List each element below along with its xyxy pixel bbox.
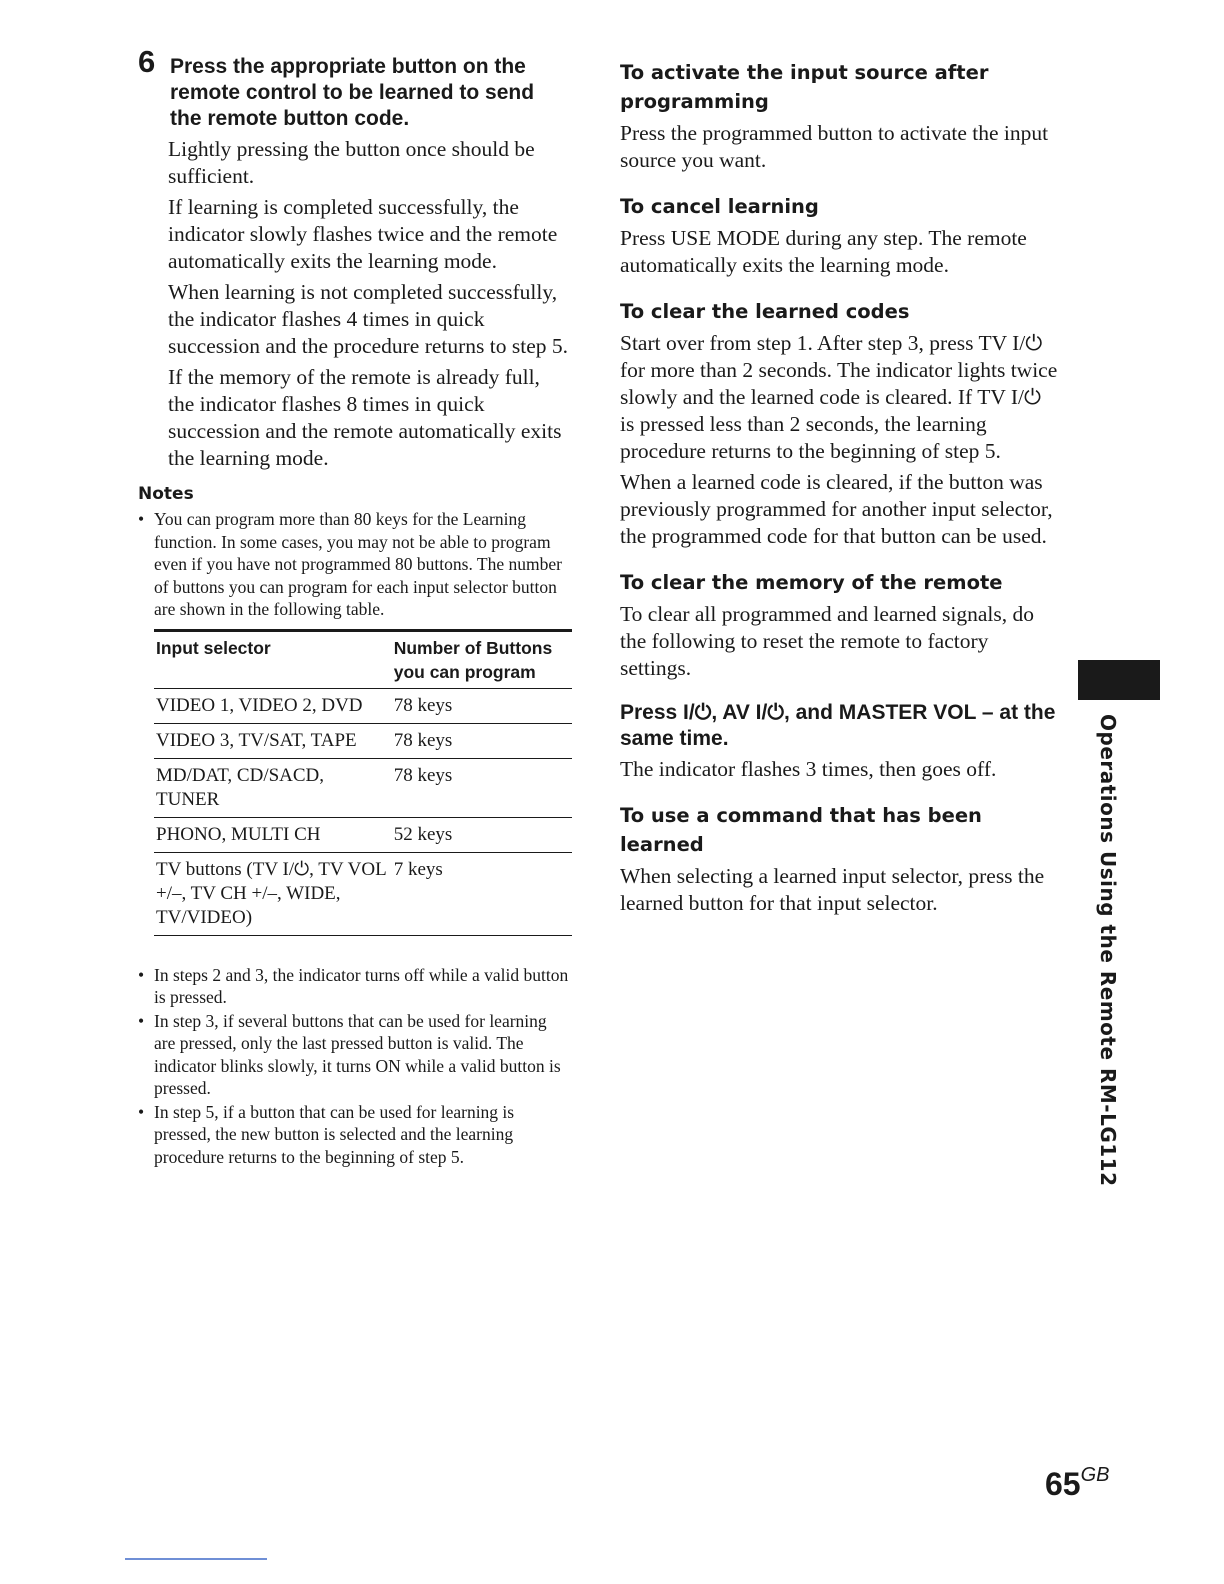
step-paragraph-3: When learning is not completed successfully, the indicator flashes 4 times in quick succession and the procedure returns to step 5. (168, 280, 569, 358)
step-paragraph-1: Lightly pressing the button once should be sufficient. (168, 137, 535, 188)
step-6-heading (138, 44, 570, 132)
table-cell-keys: 78 keys (392, 688, 572, 723)
table-row (154, 817, 572, 852)
clear-memory-text: To clear all programmed and learned signals, do the following to reset the remote to factory settings. (620, 602, 1035, 680)
activate-text: Press the programmed button to activate the input source you want. (620, 121, 1049, 172)
table-cell-selector: VIDEO 1, VIDEO 2, DVD (154, 688, 392, 723)
table-cell-selector: PHONO, MULTI CH (154, 817, 392, 852)
side-section-label (1096, 714, 1126, 1194)
table-cell-keys: 52 keys (392, 817, 572, 852)
table-header-input-selector: Input selector (154, 630, 392, 688)
table-cell-selector: TV buttons (TV I/⏻, TV VOL +/–, TV CH +/–, WIDE, TV/VIDEO) (154, 852, 392, 935)
notes-heading: Notes (138, 484, 194, 504)
note-item (138, 1101, 570, 1169)
cancel-heading: To cancel learning (620, 195, 819, 218)
step-number: 6 (138, 44, 156, 79)
right-column (620, 58, 1060, 917)
table-header-number-of-buttons: Number of Buttons you can program (392, 630, 572, 688)
bullet: • (138, 964, 145, 985)
table-cell-keys: 78 keys (392, 758, 572, 817)
table-row (154, 723, 572, 758)
clear-codes-text-2: When a learned code is cleared, if the button was previously programmed for another input selector, the programmed code for that button can be used. (620, 470, 1053, 548)
section-tab-marker (1078, 660, 1160, 700)
activate-heading: To activate the input source after programming (620, 61, 989, 113)
note-text: In step 5, if a button that can be used for learning is pressed, the new button is selected and the learning procedure returns to the beginning of step 5. (154, 1101, 515, 1167)
table-cell-keys: 7 keys (392, 852, 572, 935)
step-paragraph-4: If the memory of the remote is already full, the indicator flashes 8 times in quick succession and the remote automatically exits the learning mode. (168, 365, 562, 470)
clear-memory-heading: To clear the memory of the remote (620, 571, 1003, 594)
cancel-text: Press USE MODE during any step. The remote automatically exits the learning mode. (620, 226, 1027, 277)
page-number-value: 65 (1045, 1466, 1081, 1502)
page-number (1045, 1464, 1110, 1503)
table-cell-selector: MD/DAT, CD/SACD, TUNER (154, 758, 392, 817)
table-row (154, 688, 572, 723)
note-item (138, 508, 570, 621)
footer-rule (125, 1558, 267, 1560)
table-header-row (154, 630, 572, 688)
bullet: • (138, 1010, 145, 1031)
left-column (138, 44, 570, 1169)
clear-memory-result: The indicator flashes 3 times, then goes off. (620, 757, 997, 781)
bullet: • (138, 1101, 145, 1122)
clear-codes-text-1: Start over from step 1. After step 3, press TV I/⏻ for more than 2 seconds. The indicator lights twice slowly and the learned code is cleared. If TV I/⏻ is pressed less than 2 seconds, the learning procedure returns to the beginning of step 5. (620, 331, 1058, 463)
step-heading-text: Press the appropriate button on the remote control to be learned to send the remote button code. (170, 55, 535, 130)
table-row (154, 758, 572, 817)
table-cell-selector: VIDEO 3, TV/SAT, TAPE (154, 723, 392, 758)
input-selector-table (154, 629, 572, 936)
use-command-text: When selecting a learned input selector, press the learned button for that input selector. (620, 864, 1045, 915)
notes-list (138, 964, 570, 1169)
side-section-label-text: Operations Using the Remote RM-LG112 (1096, 714, 1120, 1187)
note-text: In steps 2 and 3, the indicator turns off while a valid button is pressed. (154, 964, 569, 1007)
page-number-suffix: GB (1080, 1464, 1110, 1486)
note-text: You can program more than 80 keys for the Learning function. In some cases, you may not be able to program even if you have not programmed 80 buttons. The number of buttons you can program for each input selector button are shown in the following table. (154, 509, 562, 619)
clear-codes-heading: To clear the learned codes (620, 300, 910, 323)
bullet: • (138, 509, 145, 529)
clear-memory-press-instruction: Press I/⏻, AV I/⏻, and MASTER VOL – at the same time. (620, 701, 1056, 750)
note-item (138, 1010, 570, 1100)
step-paragraph-2: If learning is completed successfully, the indicator slowly flashes twice and the remote automatically exits the learning mode. (168, 195, 558, 273)
note-item (138, 964, 570, 1009)
note-text: In step 3, if several buttons that can be used for learning are pressed, only the last pressed button is valid. The indicator blinks slowly, it turns ON while a valid button is pressed. (154, 1010, 561, 1098)
table-cell-keys: 78 keys (392, 723, 572, 758)
table-row (154, 852, 572, 935)
use-command-heading: To use a command that has been learned (620, 804, 982, 856)
